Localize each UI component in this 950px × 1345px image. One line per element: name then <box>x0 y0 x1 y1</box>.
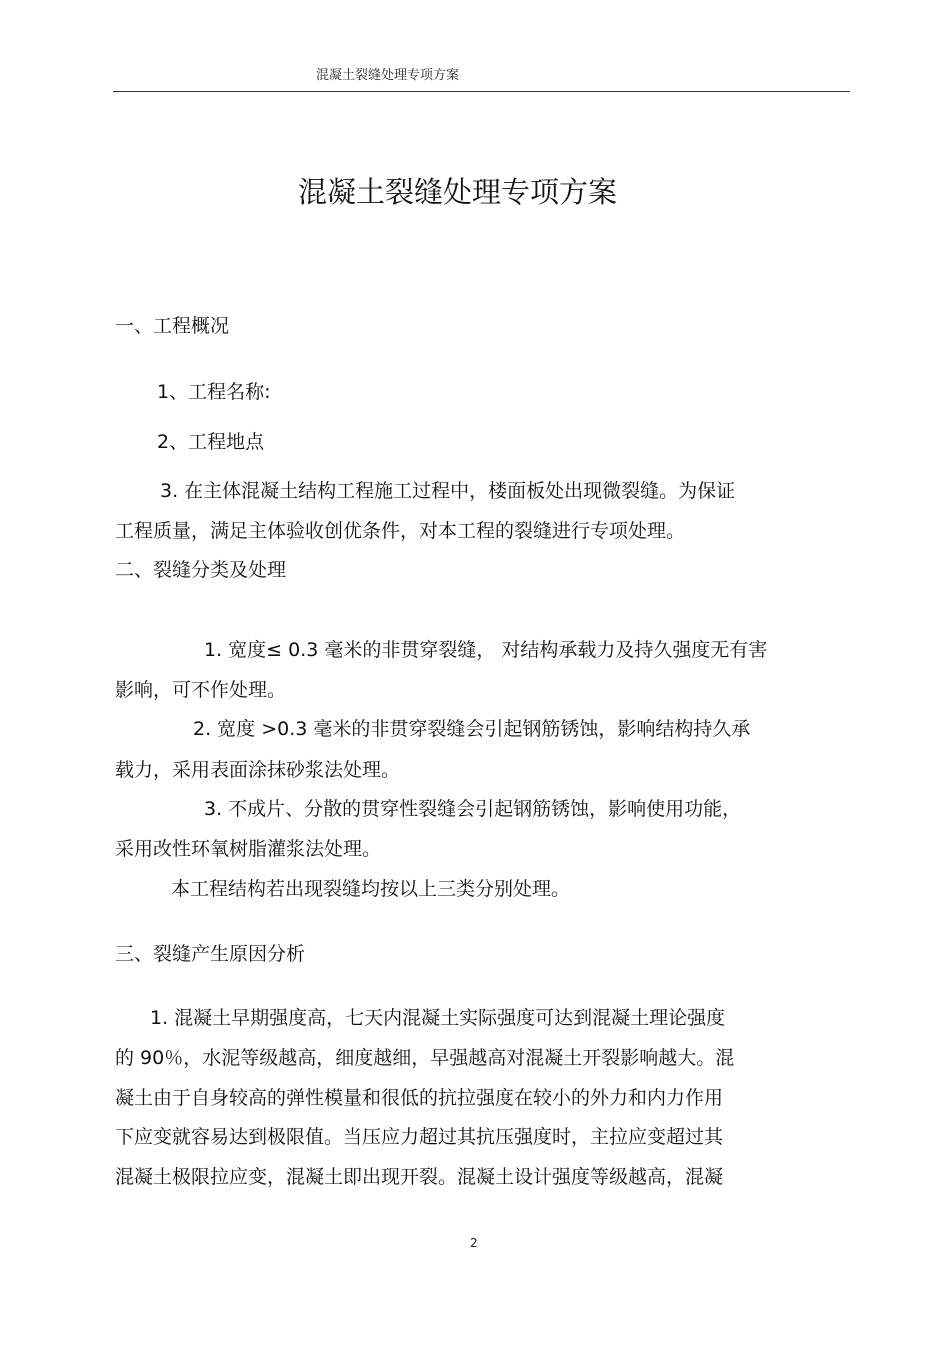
paragraph-line: 载力，采用表面涂抹砂浆法处理。 <box>115 759 401 781</box>
paragraph-line: 采用改性环氧树脂灌浆法处理。 <box>115 838 382 860</box>
list-item: 2、工程地点 <box>157 431 265 453</box>
paragraph-line: 3. 在主体混凝土结构工程施工过程中，楼面板处出现微裂缝。为保证 <box>160 480 736 502</box>
paragraph-line: 凝土由于自身较高的弹性模量和很低的抗拉强度在较小的外力和内力作用 <box>115 1087 724 1109</box>
header-title: 混凝土裂缝处理专项方案 <box>316 68 460 83</box>
paragraph-line: 1. 宽度≤ 0.3 毫米的非贯穿裂缝， 对结构承载力及持久强度无有害 <box>204 639 768 661</box>
paragraph-line: 混凝土极限拉应变，混凝土即出现开裂。混凝土设计强度等级越高，混凝 <box>115 1166 724 1188</box>
paragraph-line: 3. 不成片、分散的贯穿性裂缝会引起钢筋锈蚀，影响使用功能， <box>204 798 742 820</box>
paragraph-line: 的 90％，水泥等级越高，细度越细，早强越高对混凝土开裂影响越大。混 <box>115 1047 735 1069</box>
list-item: 1、工程名称: <box>157 381 271 403</box>
paragraph-line: 2. 宽度 >0.3 毫米的非贯穿裂缝会引起钢筋锈蚀，影响结构持久承 <box>193 718 751 740</box>
section-heading: 三、裂缝产生原因分析 <box>115 943 306 965</box>
document-title: 混凝土裂缝处理专项方案 <box>297 175 617 209</box>
paragraph-line: 工程质量，满足主体验收创优条件，对本工程的裂缝进行专项处理。 <box>115 520 686 542</box>
header-divider <box>113 91 850 92</box>
section-heading: 二、裂缝分类及处理 <box>115 559 287 581</box>
page-number: 2 <box>470 1236 478 1250</box>
section-heading: 一、工程概况 <box>115 315 230 337</box>
paragraph-line: 本工程结构若出现裂缝均按以上三类分别处理。 <box>171 878 571 900</box>
paragraph-line: 影响，可不作处理。 <box>115 679 287 701</box>
paragraph-line: 下应变就容易达到极限值。当压应力超过其抗压强度时，主拉应变超过其 <box>115 1126 724 1148</box>
paragraph-line: 1. 混凝土早期强度高，七天内混凝土实际强度可达到混凝土理论强度 <box>150 1007 726 1029</box>
